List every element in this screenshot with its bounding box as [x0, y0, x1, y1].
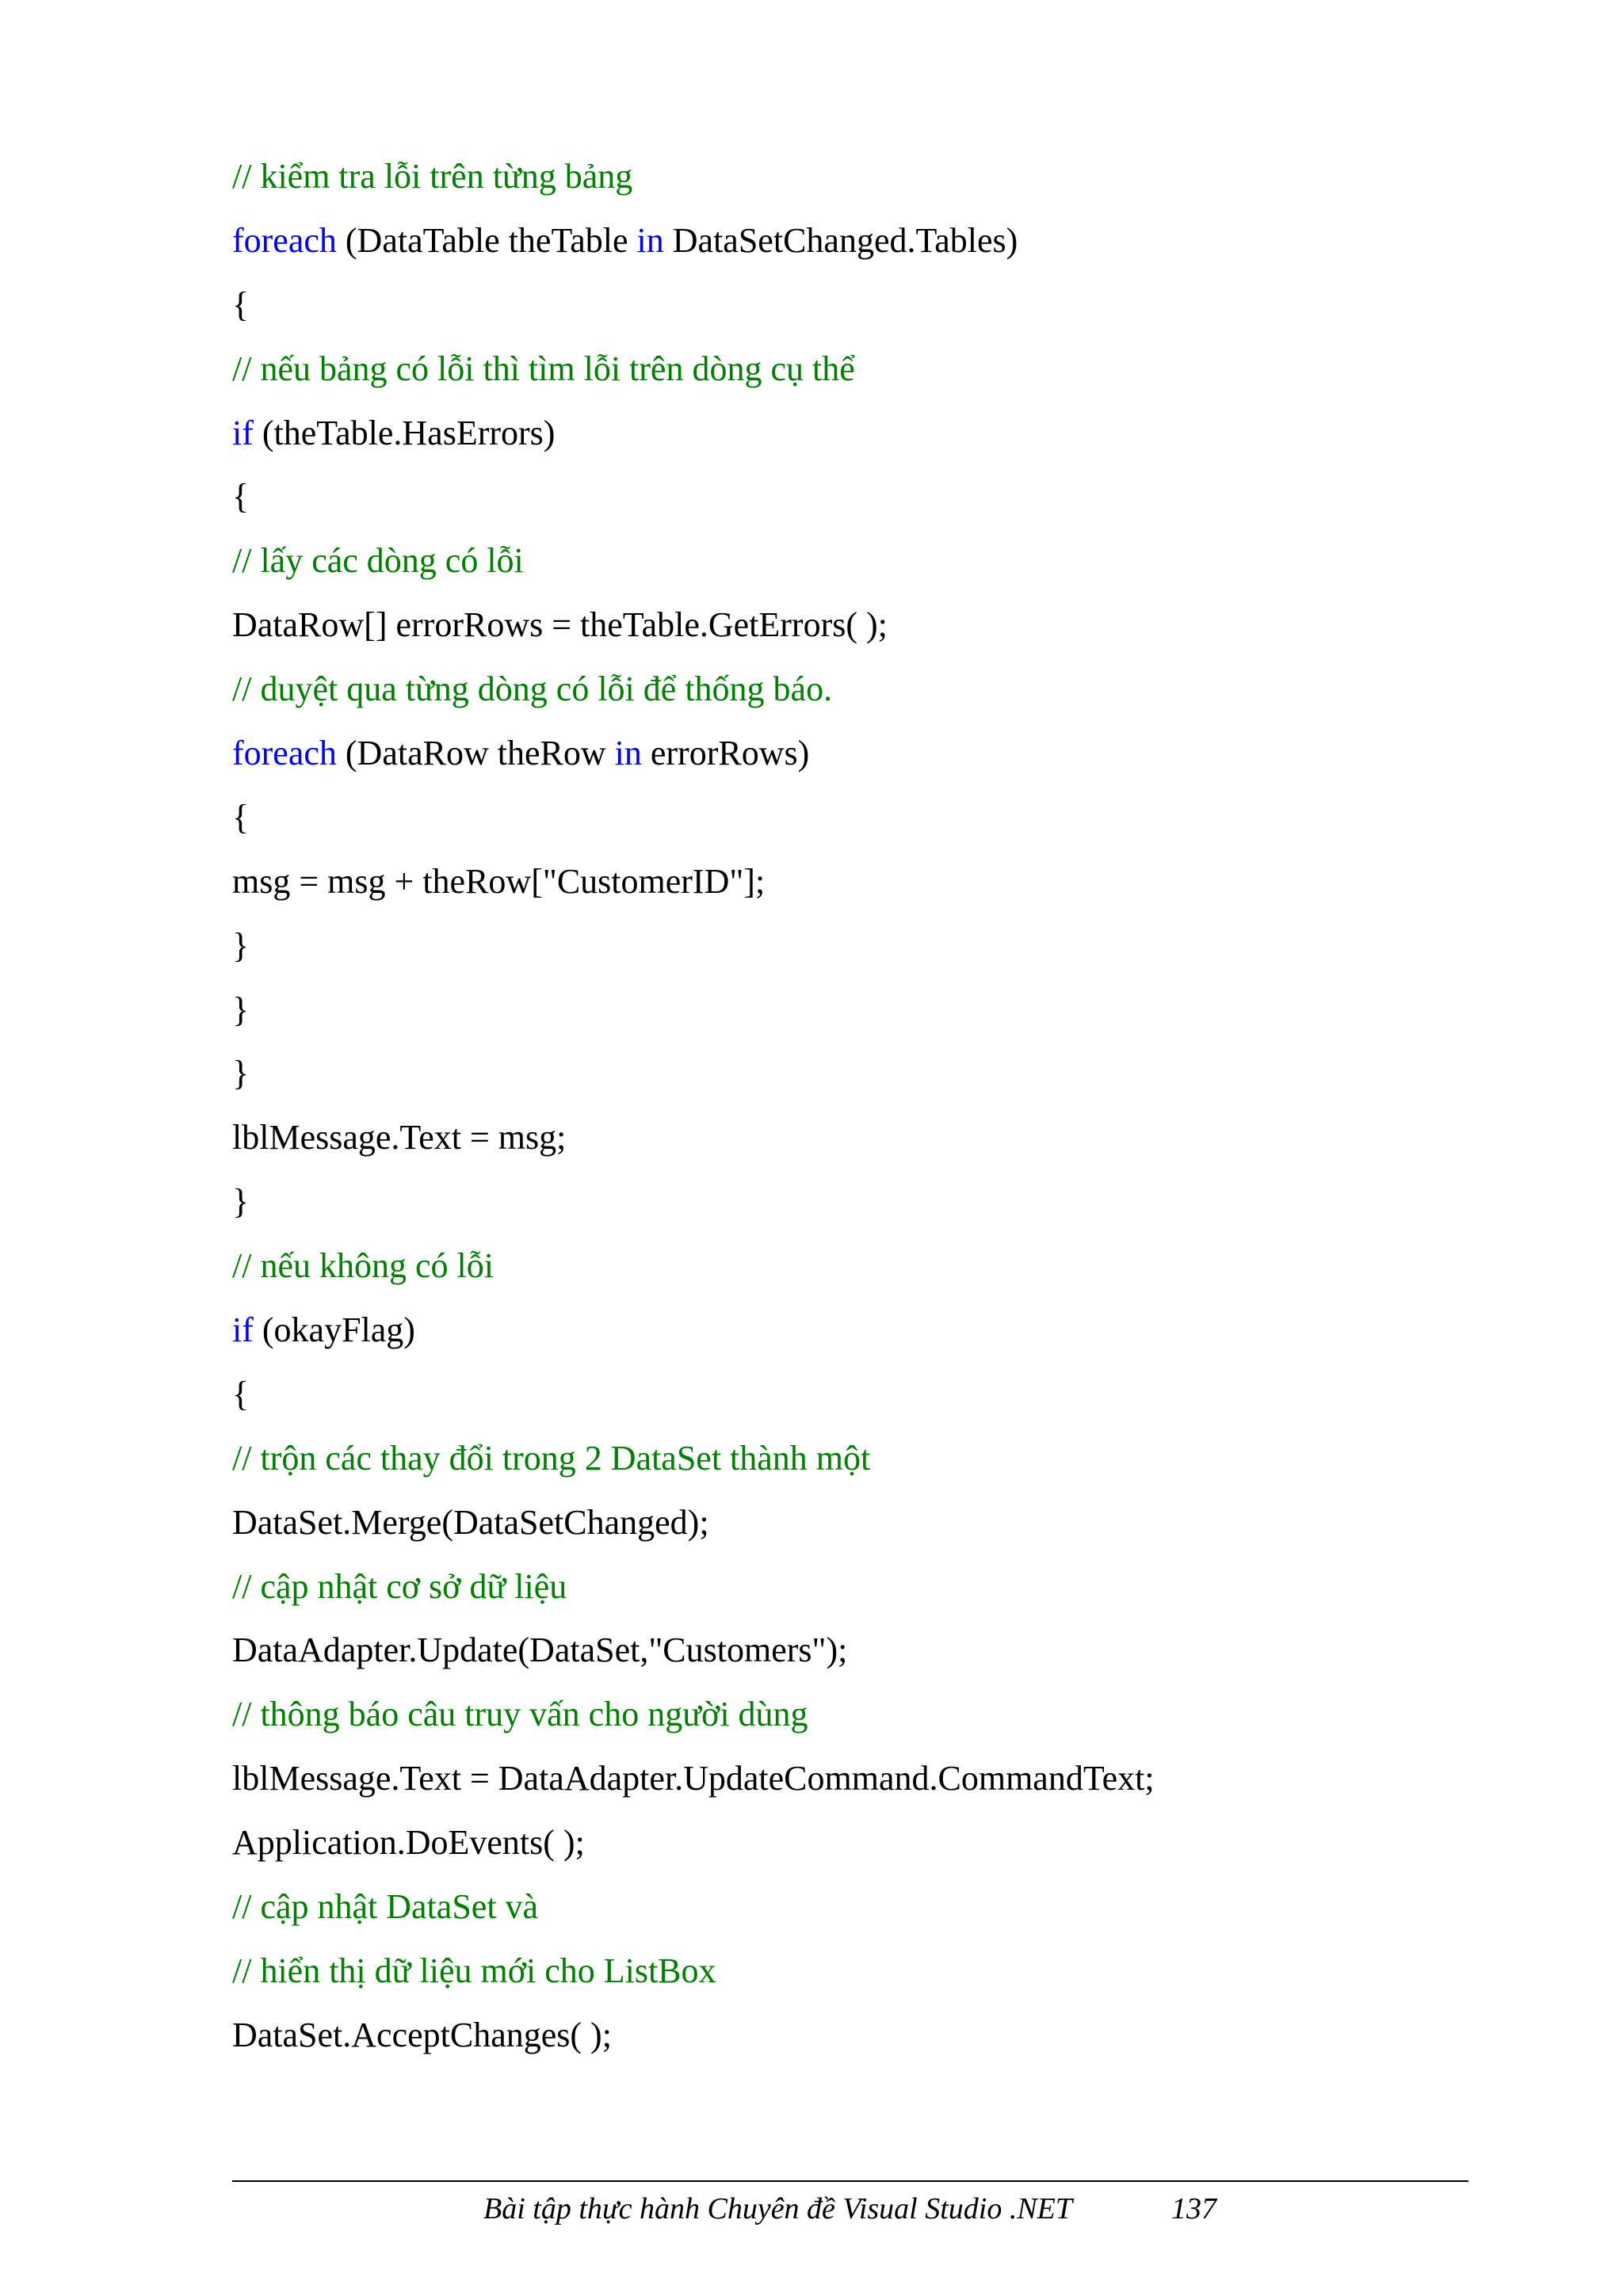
code-comment-line: // trộn các thay đổi trong 2 DataSet thành một: [232, 1438, 871, 1478]
code-line: [232, 1623, 1500, 1687]
code-keyword: if: [232, 1310, 254, 1350]
page-number: 137: [1171, 2192, 1216, 2225]
code-line: [232, 854, 1500, 918]
code-line: [232, 213, 1500, 277]
code-text: }: [232, 925, 250, 965]
code-text: {: [232, 797, 250, 837]
code-text: (DataRow theRow: [336, 734, 615, 773]
code-comment-line: // nếu không có lỗi: [232, 1246, 494, 1286]
code-line: [232, 1110, 1500, 1174]
code-line: [232, 1495, 1500, 1559]
code-comment-line: // kiểm tra lỗi trên từng bảng: [232, 157, 633, 196]
code-line: [232, 1174, 1500, 1238]
code-line: [232, 1046, 1500, 1110]
code-text: {: [232, 477, 250, 517]
code-text: lblMessage.Text = DataAdapter.UpdateCommand.CommandText;: [232, 1759, 1155, 1798]
code-keyword: foreach: [232, 220, 337, 260]
code-line: [232, 982, 1500, 1047]
code-text: (DataTable theTable: [336, 220, 637, 260]
code-line: [232, 1751, 1500, 1815]
code-line: [232, 406, 1500, 470]
code-text: {: [232, 284, 250, 324]
code-line: [232, 918, 1500, 982]
page-footer: [0, 2185, 1623, 2233]
code-text: }: [232, 1182, 250, 1222]
code-text: DataSet.Merge(DataSetChanged);: [232, 1502, 709, 1542]
code-text: DataAdapter.Update(DataSet,"Customers");: [232, 1630, 848, 1670]
code-keyword: if: [232, 413, 254, 452]
code-text: errorRows): [641, 734, 810, 773]
code-listing: [232, 149, 1500, 2072]
code-keyword: in: [614, 734, 642, 773]
code-text: Application.DoEvents( );: [232, 1823, 585, 1863]
code-text: }: [232, 990, 250, 1029]
footer-title: Bài tập thực hành Chuyên đề Visual Studio .NET: [483, 2192, 1073, 2225]
code-text: {: [232, 1374, 250, 1413]
code-comment-line: // cập nhật DataSet và: [232, 1887, 539, 1927]
code-text: DataSetChanged.Tables): [663, 220, 1018, 260]
code-line: [232, 1815, 1500, 1879]
code-comment-line: // cập nhật cơ sở dữ liệu: [232, 1566, 567, 1606]
code-line: [232, 277, 1500, 341]
code-keyword: in: [636, 220, 664, 260]
code-line: [232, 597, 1500, 662]
code-text: (okayFlag): [253, 1310, 415, 1350]
code-line: [232, 790, 1500, 854]
code-text: DataRow[] errorRows = theTable.GetErrors( );: [232, 605, 888, 645]
code-text: (theTable.HasErrors): [253, 413, 556, 452]
code-line: [232, 726, 1500, 790]
code-comment-line: // duyệt qua từng dòng có lỗi để thống báo.: [232, 669, 833, 709]
code-comment-line: // nếu bảng có lỗi thì tìm lỗi trên dòng cụ thể: [232, 349, 855, 388]
code-text: lblMessage.Text = msg;: [232, 1118, 567, 1158]
footer-rule: [232, 2180, 1468, 2182]
code-line: [232, 1302, 1500, 1367]
code-text: msg = msg + theRow["CustomerID"];: [232, 861, 766, 901]
code-line: [232, 2008, 1500, 2072]
code-comment-line: // lấy các dòng có lỗi: [232, 541, 524, 581]
code-comment-line: // hiển thị dữ liệu mới cho ListBox: [232, 1951, 716, 1990]
code-keyword: foreach: [232, 734, 337, 773]
code-comment-line: // thông báo câu truy vấn cho người dùng: [232, 1695, 808, 1734]
code-line: [232, 469, 1500, 533]
code-line: [232, 1367, 1500, 1431]
code-text: DataSet.AcceptChanges( );: [232, 2015, 612, 2054]
code-text: }: [232, 1054, 250, 1093]
